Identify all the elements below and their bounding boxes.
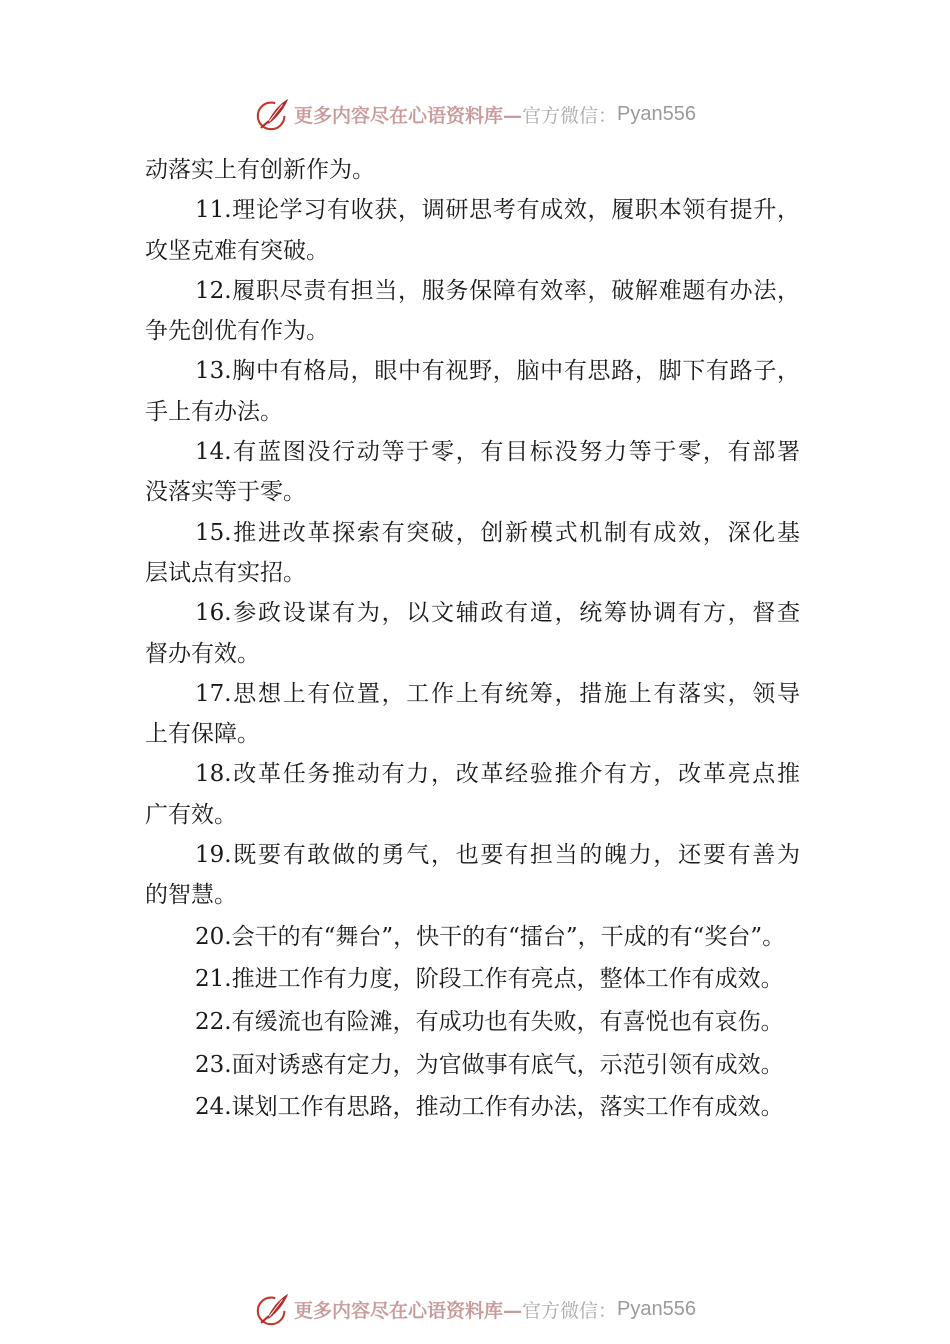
text-line: 层试点有实招。 bbox=[145, 559, 306, 586]
text-line: 争先创优有作为。 bbox=[145, 318, 329, 345]
text-line: 20.会干的有“舞台”，快干的有“擂台”，干成的有“奖台”。 bbox=[195, 923, 786, 950]
header-wechat-id: Pyan556 bbox=[617, 102, 696, 125]
text-line: 13.胸中有格局，眼中有视野，脑中有思路，脚下有路子， bbox=[195, 358, 800, 385]
text-line: 18.改革任务推动有力，改革经验推介有方，改革亮点推 bbox=[195, 761, 800, 788]
text-line: 的智慧。 bbox=[145, 882, 237, 909]
footer-site-text: 更多内容尽在心语资料库— bbox=[294, 1299, 523, 1322]
text-line: 21.推进工作有力度，阶段工作有亮点，整体工作有成效。 bbox=[195, 966, 784, 993]
text-line: 攻坚克难有突破。 bbox=[145, 237, 329, 264]
header-site-text: 更多内容尽在心语资料库— bbox=[294, 104, 523, 127]
text-line: 没落实等于零。 bbox=[145, 479, 306, 506]
text-line: 12.履职尽责有担当，服务保障有效率，破解难题有办法， bbox=[195, 277, 800, 304]
text-line: 广有效。 bbox=[145, 801, 237, 828]
header-wechat-label: 官方微信： bbox=[522, 104, 618, 127]
text-line: 19.既要有敢做的勇气，也要有担当的魄力，还要有善为 bbox=[195, 842, 800, 869]
text-line: 24.谋划工作有思路，推动工作有办法，落实工作有成效。 bbox=[195, 1094, 784, 1121]
text-line: 11.理论学习有收获，调研思考有成效，履职本领有提升， bbox=[195, 197, 800, 224]
text-line: 16.参政设谋有为，以文辅政有道，统筹协调有方，督查 bbox=[195, 600, 800, 627]
text-line: 17.思想上有位置，工作上有统筹，措施上有落实，领导 bbox=[195, 680, 800, 707]
footer-wechat-id: Pyan556 bbox=[617, 1297, 696, 1320]
footer-wechat-label: 官方微信： bbox=[522, 1299, 618, 1322]
feather-quill-icon bbox=[254, 95, 292, 133]
feather-quill-icon bbox=[254, 1290, 292, 1328]
text-line: 手上有办法。 bbox=[145, 398, 283, 425]
text-line: 23.面对诱惑有定力，为官做事有底气，示范引领有成效。 bbox=[195, 1051, 784, 1078]
document-body bbox=[145, 150, 800, 1129]
footer-banner bbox=[0, 1289, 950, 1329]
text-line: 22.有缓流也有险滩，有成功也有失败，有喜悦也有哀伤。 bbox=[195, 1009, 784, 1036]
header-banner bbox=[0, 94, 950, 134]
text-line: 15.推进改革探索有突破，创新模式机制有成效，深化基 bbox=[195, 519, 800, 546]
text-line: 上有保障。 bbox=[145, 721, 260, 748]
text-line: 14.有蓝图没行动等于零，有目标没努力等于零，有部署 bbox=[195, 439, 800, 466]
text-line: 动落实上有创新作为。 bbox=[145, 157, 375, 183]
text-line: 督办有效。 bbox=[145, 640, 260, 667]
